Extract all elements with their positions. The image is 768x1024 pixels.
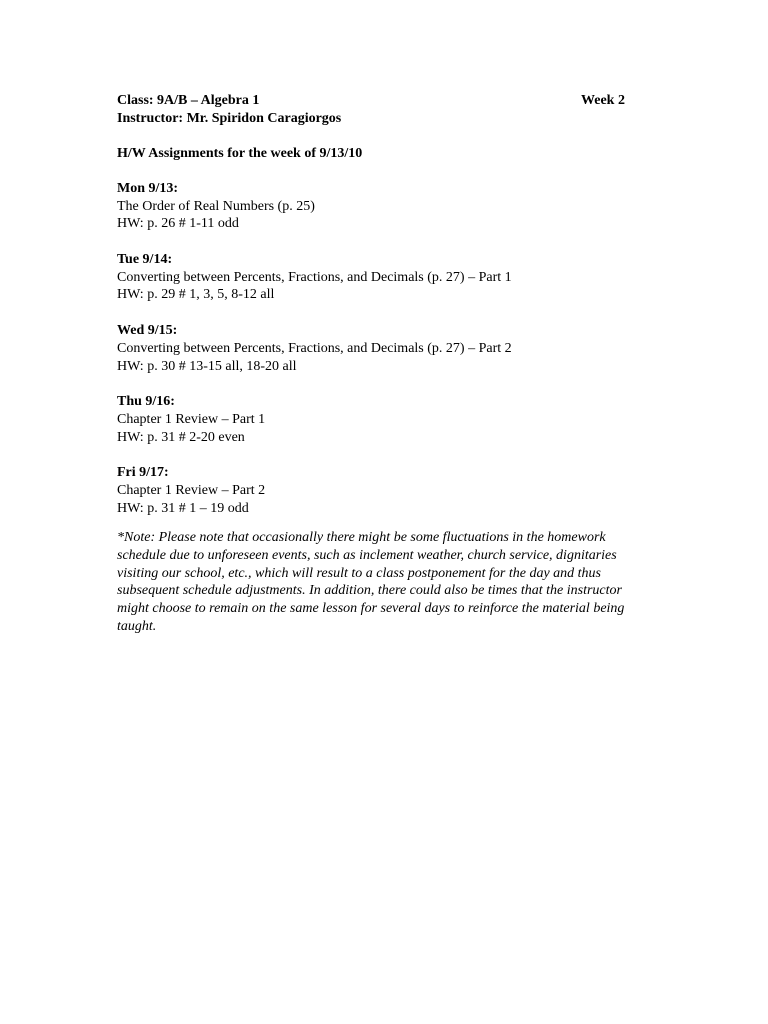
day-block-mon	[117, 180, 637, 233]
document-page	[117, 92, 637, 636]
lesson-text: Chapter 1 Review – Part 1	[117, 411, 266, 427]
day-block-fri	[117, 464, 637, 517]
class-label: Class: 9A/B – Algebra 1	[117, 93, 260, 108]
schedule-note: *Note: Please note that occasionally there might be some fluctuations in the homework schedule due to unforeseen events, such as inclement weather, church service, dignitaries visiting our school, etc., which will result to a class postponement for the day and thus subsequent schedule adjustments. In addition, there could also be times that the instructor might choose to remain on the same lesson for several days to reinforce the material being taught.	[117, 530, 625, 634]
day-heading: Mon 9/13:	[117, 181, 179, 196]
instructor-label: Instructor: Mr. Spiridon Caragiorgos	[117, 111, 342, 126]
assignments-title: H/W Assignments for the week of 9/13/10	[117, 146, 363, 161]
day-block-wed	[117, 322, 637, 375]
day-heading: Tue 9/14:	[117, 252, 173, 268]
lesson-text: Converting between Percents, Fractions, and Decimals (p. 27) – Part 1	[117, 269, 512, 285]
homework-text: HW: p. 29 # 1, 3, 5, 8-12 all	[117, 287, 275, 303]
lesson-text: Chapter 1 Review – Part 2	[117, 482, 266, 498]
day-heading: Fri 9/17:	[117, 465, 169, 481]
week-label: Week 2	[581, 93, 625, 108]
lesson-text: The Order of Real Numbers (p. 25)	[117, 198, 315, 214]
homework-text: HW: p. 31 # 1 – 19 odd	[117, 500, 249, 516]
homework-text: HW: p. 26 # 1-11 odd	[117, 216, 239, 232]
day-block-tue	[117, 251, 637, 304]
day-heading: Thu 9/16:	[117, 394, 175, 410]
homework-text: HW: p. 31 # 2-20 even	[117, 429, 245, 445]
day-block-thu	[117, 393, 637, 446]
class-header	[117, 92, 637, 110]
day-heading: Wed 9/15:	[117, 323, 178, 339]
homework-text: HW: p. 30 # 13-15 all, 18-20 all	[117, 358, 297, 374]
lesson-text: Converting between Percents, Fractions, and Decimals (p. 27) – Part 2	[117, 340, 512, 356]
